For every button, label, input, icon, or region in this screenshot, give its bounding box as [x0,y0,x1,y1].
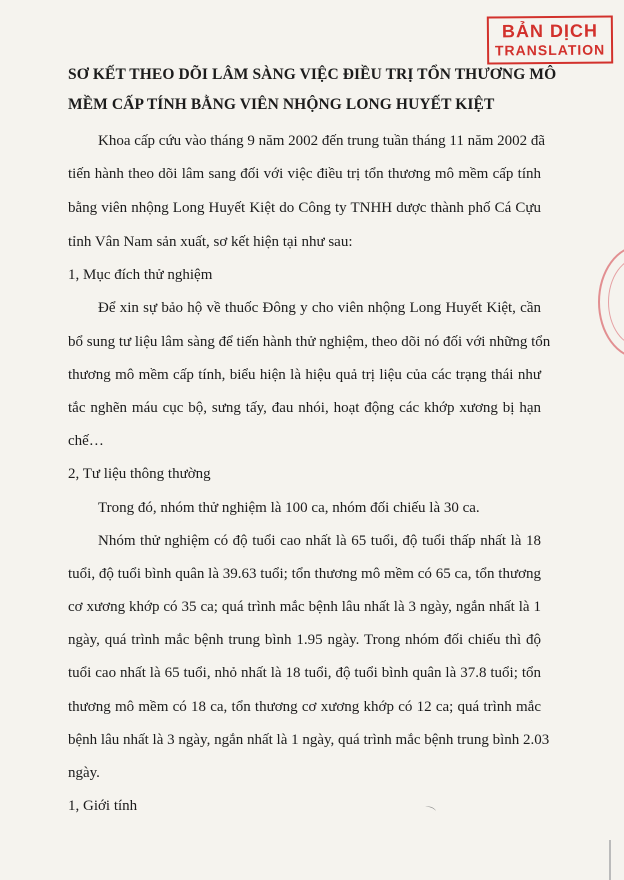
document-title-line-2: MỀM CẤP TÍNH BẰNG VIÊN NHỘNG LONG HUYẾT KIỆT [68,96,495,113]
body-line: tuổi, độ tuổi bình quân là 39.63 tuổi; tổn thương mô mềm có 65 ca, tổn thương [68,566,541,582]
body-line: Để xin sự bảo hộ về thuốc Đông y cho viên nhộng Long Huyết Kiệt, cần [98,300,541,316]
document-title-line-1: SƠ KẾT THEO DÕI LÂM SÀNG VIỆC ĐIỀU TRỊ TỔN THƯƠNG MÔ [68,66,557,83]
body-line: thương mô mềm có 18 ca, tổn thương cơ xương khớp có 12 ca; quá trình mắc [68,699,541,715]
body-line: ngày, quá trình mắc bệnh trung bình 1.95 ngày. Trong nhóm đối chiếu thì độ [68,632,541,648]
body-line: chế… [68,433,104,449]
section-heading: 1, Mục đích thử nghiệm [68,267,213,283]
section-heading: 2, Tư liệu thông thường [68,466,211,482]
body-line: Nhóm thử nghiệm có độ tuổi cao nhất là 65 tuổi, độ tuổi thấp nhất là 18 [98,533,541,549]
translation-stamp [487,15,613,64]
pen-mark: ⌒ [421,805,437,821]
page-edge-shadow [609,840,611,880]
body-line: tắc nghẽn máu cục bộ, sưng tấy, đau nhói, hoạt động các khớp xương bị hạn [68,400,541,416]
body-line: tỉnh Vân Nam sản xuất, sơ kết hiện tại như sau: [68,234,353,250]
body-line: Khoa cấp cứu vào tháng 9 năm 2002 đến trung tuần tháng 11 năm 2002 đã [98,133,546,149]
body-line: tiến hành theo dõi lâm sang đối với việc điều trị tổn thương mô mềm cấp tính [68,166,541,182]
body-line: thương mô mềm cấp tính, biểu hiện là hiệu quả trị liệu của các trạng thái như [68,367,541,383]
seal-stamp [598,245,624,359]
body-line: cơ xương khớp có 35 ca; quá trình mắc bệnh lâu nhất là 3 ngày, ngắn nhất là 1 [68,599,541,615]
stamp-line-1: BẢN DỊCH [501,20,599,42]
body-line: bằng viên nhộng Long Huyết Kiệt do Công ty TNHH dược thành phố Cá Cựu [68,200,541,216]
body-line: Trong đó, nhóm thử nghiệm là 100 ca, nhóm đối chiếu là 30 ca. [98,500,480,516]
stamp-line-2: TRANSLATION [494,41,606,59]
body-line: bệnh lâu nhất là 3 ngày, ngắn nhất là 1 ngày, quá trình mắc bệnh trung bình 2.03 [68,732,550,748]
body-line: tuổi cao nhất là 65 tuổi, nhỏ nhất là 18 tuổi, độ tuổi bình quân là 37.8 tuổi; tổn [68,665,541,681]
section-heading: 1, Giới tính [68,798,138,814]
body-line: ngày. [68,765,100,781]
body-line: bổ sung tư liệu lâm sàng để tiến hành thử nghiệm, theo dõi nó đối với những tổn [68,334,551,350]
